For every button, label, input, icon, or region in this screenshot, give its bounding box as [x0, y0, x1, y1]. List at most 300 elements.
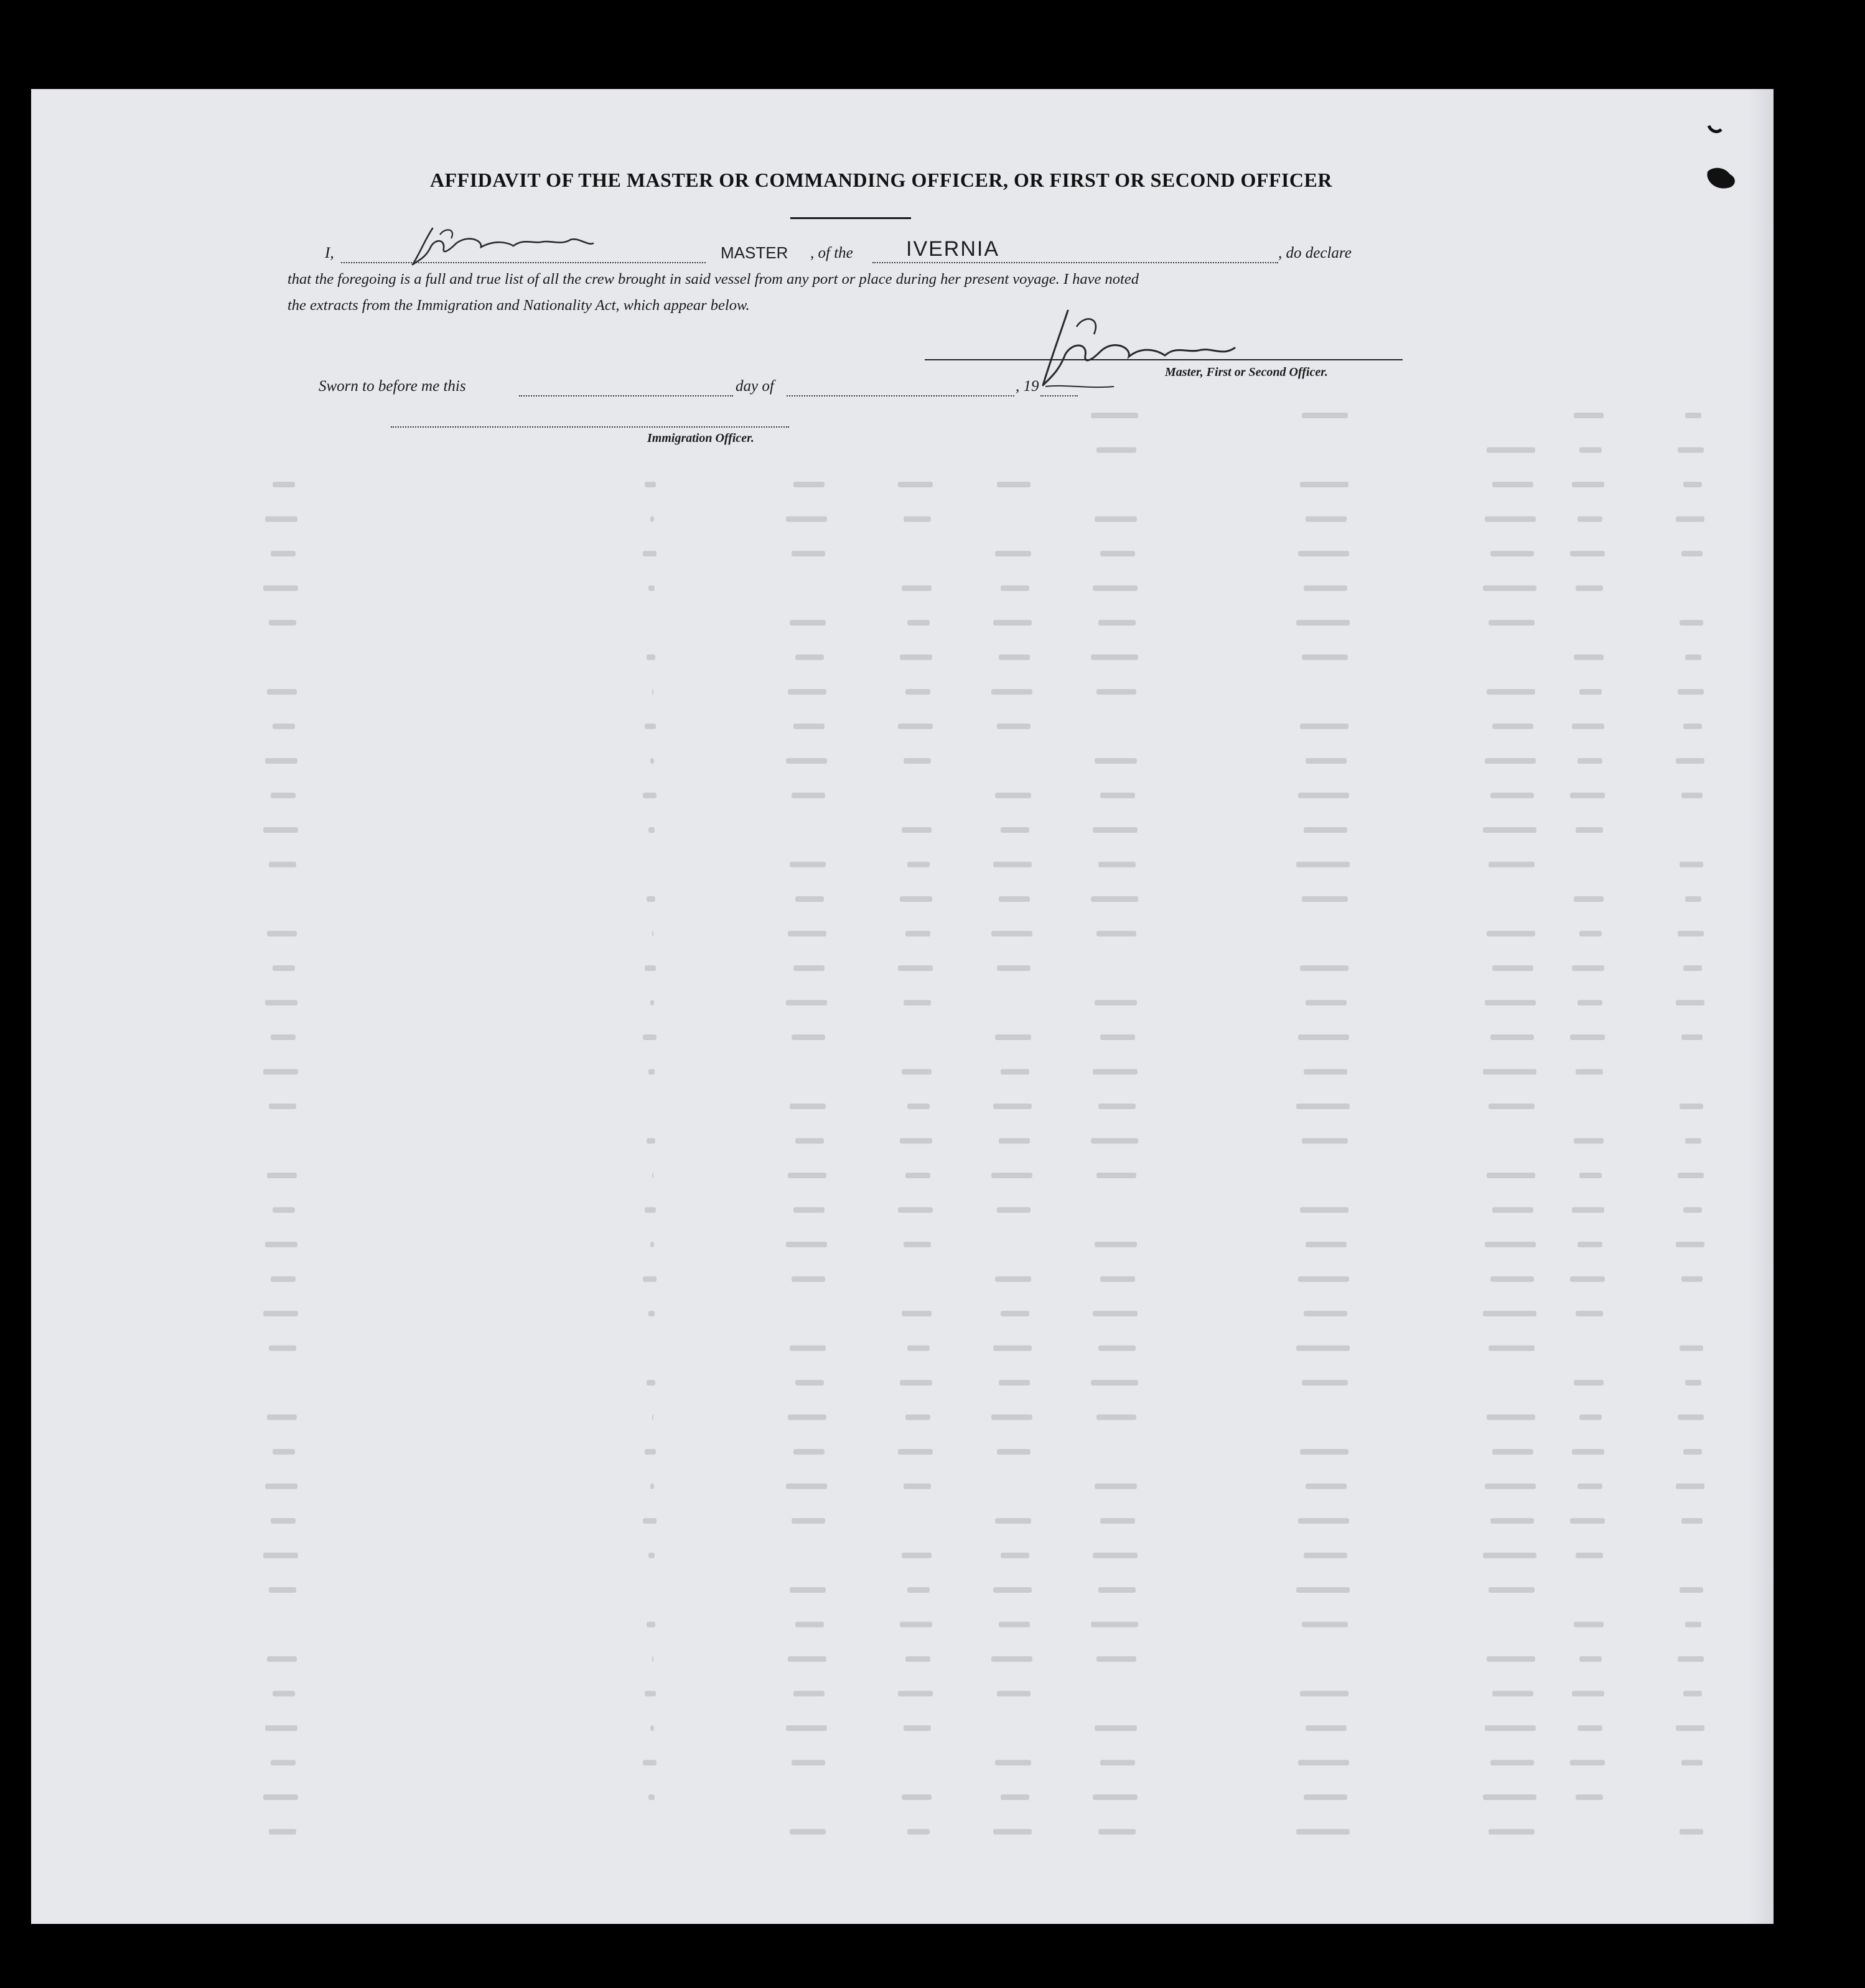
bleed-mark: [1680, 1104, 1703, 1109]
bleed-mark: [265, 758, 297, 764]
bleed-mark: [1678, 448, 1704, 453]
page-edge-shadow: [1749, 89, 1774, 1924]
bleed-mark: [1490, 551, 1534, 556]
bleed-mark: [792, 1277, 825, 1282]
bleed-mark: [263, 1069, 298, 1075]
bleed-mark: [995, 793, 1031, 799]
bleed-mark: [647, 1138, 655, 1144]
bleed-mark: [650, 517, 654, 522]
bleed-mark: [1579, 1656, 1602, 1662]
bleed-mark: [904, 758, 931, 764]
bleed-mark: [1680, 1346, 1703, 1351]
bleed-mark: [995, 1760, 1031, 1766]
bleed-mark: [786, 1484, 827, 1489]
bleed-mark: [1490, 1518, 1534, 1524]
bleed-mark: [1095, 1725, 1137, 1731]
bleed-mark: [1572, 482, 1604, 487]
bleed-mark: [1098, 1346, 1136, 1351]
bleed-mark: [1298, 1518, 1349, 1524]
bleed-mark: [1570, 1518, 1605, 1524]
bleed-mark: [1676, 1242, 1704, 1247]
bleed-mark: [1683, 965, 1702, 971]
bleed-mark: [788, 1415, 826, 1420]
bleed-mark: [1492, 1207, 1533, 1213]
bleed-mark: [795, 1380, 824, 1386]
bleed-mark: [1576, 1069, 1603, 1075]
bleed-mark: [905, 689, 930, 695]
bleed-mark: [1093, 1794, 1138, 1800]
bleed-mark: [269, 1104, 296, 1109]
bleed-mark: [1579, 689, 1602, 695]
bleed-mark: [1306, 758, 1347, 764]
bleed-mark: [643, 1518, 657, 1524]
bleed-mark: [904, 517, 931, 522]
bleed-mark: [1001, 586, 1029, 591]
bleed-mark: [1492, 965, 1533, 971]
bleed-mark: [1683, 724, 1702, 729]
bleed-mark: [993, 1829, 1032, 1835]
bleed-mark: [1570, 551, 1605, 556]
bleed-mark: [1100, 551, 1135, 556]
bleed-mark: [263, 1794, 298, 1800]
bleed-mark: [648, 1553, 655, 1559]
bleed-mark: [793, 724, 825, 729]
bleed-mark: [271, 1760, 296, 1766]
bleed-mark: [1490, 793, 1534, 799]
bleed-mark: [1574, 1138, 1604, 1144]
bleed-mark: [273, 965, 295, 971]
bleed-mark: [795, 1622, 824, 1628]
bleed-mark: [995, 551, 1031, 556]
bleed-mark: [792, 793, 825, 799]
bleed-mark: [1300, 724, 1349, 729]
bleed-mark: [795, 1138, 824, 1144]
bleed-mark: [904, 1484, 931, 1489]
bleed-mark: [1676, 1725, 1704, 1731]
officer-caption: Immigration Officer.: [647, 431, 754, 445]
bleed-mark: [1483, 586, 1536, 591]
bleed-mark: [1095, 1484, 1137, 1489]
bleed-mark: [1091, 1622, 1138, 1628]
bleed-mark: [1304, 1794, 1347, 1800]
bleed-mark: [650, 1725, 654, 1731]
officer-signature-line: [391, 426, 789, 428]
bleed-mark: [793, 1449, 825, 1455]
bleed-mark: [271, 1034, 296, 1040]
bleed-mark: [1298, 1277, 1349, 1282]
bleed-mark: [1683, 1449, 1702, 1455]
bleed-mark: [1098, 620, 1136, 626]
bleed-mark: [1492, 1449, 1533, 1455]
bleed-mark: [898, 1691, 933, 1697]
bleed-mark: [1296, 1104, 1350, 1109]
bleed-mark: [786, 1242, 827, 1247]
bleed-mark: [1485, 758, 1536, 764]
bleed-mark: [993, 1346, 1032, 1351]
bleed-mark: [1095, 517, 1137, 522]
bleed-mark: [267, 689, 297, 695]
bleed-mark: [1676, 1484, 1704, 1489]
bleed-mark: [905, 931, 930, 937]
bleed-mark: [1302, 1138, 1348, 1144]
bleed-mark: [999, 1380, 1030, 1386]
bleed-mark: [1300, 482, 1349, 487]
bleed-mark: [650, 1484, 654, 1489]
bleed-mark: [902, 1794, 932, 1800]
bleed-mark: [1489, 1829, 1535, 1835]
bleed-mark: [905, 1173, 930, 1178]
bleed-mark: [907, 1346, 930, 1351]
bleed-mark: [269, 1587, 296, 1593]
margin-ink-marks: [1703, 122, 1740, 203]
bleed-mark: [1091, 655, 1138, 660]
sworn-day-blank: [519, 395, 733, 396]
bleed-mark: [265, 1000, 297, 1006]
bleed-mark: [900, 1138, 932, 1144]
bleed-mark: [902, 1311, 932, 1316]
bleed-mark: [1001, 1794, 1029, 1800]
bleed-mark: [1578, 1000, 1602, 1006]
bleed-mark: [652, 1173, 653, 1178]
bleed-mark: [643, 1277, 657, 1282]
bleed-mark: [1572, 1691, 1604, 1697]
bleed-mark: [1576, 827, 1603, 833]
bleed-mark: [1298, 1034, 1349, 1040]
sworn-month-blank: [787, 395, 1014, 396]
bleed-mark: [1302, 413, 1348, 418]
bleed-mark: [1570, 1034, 1605, 1040]
bleed-mark: [1001, 1553, 1029, 1559]
bleed-mark: [267, 1173, 297, 1178]
bleed-mark: [1490, 1034, 1534, 1040]
bleed-mark: [902, 827, 932, 833]
bleed-mark: [898, 965, 933, 971]
bleed-mark: [1100, 1518, 1135, 1524]
bleed-mark: [991, 1173, 1032, 1178]
bleed-mark: [1572, 1207, 1604, 1213]
vessel-name-stamp: IVERNIA: [906, 237, 1000, 261]
bleed-mark: [650, 1242, 654, 1247]
bleed-mark: [1681, 1760, 1703, 1766]
bleed-mark: [1296, 620, 1350, 626]
bleed-mark: [1676, 517, 1704, 522]
bleed-mark: [1576, 1311, 1603, 1316]
bleed-mark: [793, 482, 825, 487]
bleed-mark: [643, 551, 657, 556]
bleed-mark: [1095, 1242, 1137, 1247]
bleed-mark: [900, 1622, 932, 1628]
bleed-mark: [265, 1242, 297, 1247]
bleed-mark: [1487, 689, 1535, 695]
bleed-mark: [1579, 1415, 1602, 1420]
bleed-mark: [900, 655, 932, 660]
bleed-mark: [1678, 931, 1704, 937]
bleed-mark: [1302, 1380, 1348, 1386]
bleed-mark: [900, 1380, 932, 1386]
bleed-mark: [273, 724, 295, 729]
bleed-mark: [1304, 586, 1347, 591]
bleed-mark: [997, 965, 1031, 971]
bleed-mark: [1306, 1242, 1347, 1247]
sworn-label: Sworn to before me this: [319, 378, 466, 395]
bleed-mark: [267, 1656, 297, 1662]
bleed-mark: [1678, 1173, 1704, 1178]
bleed-mark: [1296, 1587, 1350, 1593]
bleed-mark: [648, 1069, 655, 1075]
bleed-mark: [1100, 793, 1135, 799]
bleed-mark: [790, 862, 826, 868]
bleed-mark: [648, 1794, 655, 1800]
bleed-through-marks: [31, 89, 1774, 1924]
bleed-mark: [1492, 1691, 1533, 1697]
bleed-mark: [1001, 1069, 1029, 1075]
bleed-mark: [1578, 517, 1602, 522]
bleed-mark: [790, 1587, 826, 1593]
bleed-mark: [645, 1691, 656, 1697]
bleed-mark: [1578, 1725, 1602, 1731]
bleed-mark: [1096, 931, 1136, 937]
bleed-mark: [1096, 448, 1136, 453]
bleed-mark: [271, 1277, 296, 1282]
bleed-mark: [1579, 448, 1602, 453]
declaration-line-3: the extracts from the Immigration and Nationality Act, which appear below.: [287, 297, 750, 314]
bleed-mark: [1001, 827, 1029, 833]
bleed-mark: [1680, 862, 1703, 868]
bleed-mark: [904, 1000, 931, 1006]
bleed-mark: [652, 1415, 653, 1420]
bleed-mark: [643, 1034, 657, 1040]
bleed-mark: [1095, 758, 1137, 764]
bleed-mark: [273, 1207, 295, 1213]
bleed-mark: [647, 896, 655, 902]
bleed-mark: [1681, 1034, 1703, 1040]
bleed-mark: [995, 1277, 1031, 1282]
bleed-mark: [645, 482, 656, 487]
bleed-mark: [263, 1311, 298, 1316]
bleed-mark: [652, 931, 653, 937]
bleed-mark: [648, 1311, 655, 1316]
bleed-mark: [1492, 482, 1533, 487]
bleed-mark: [907, 1829, 930, 1835]
bleed-mark: [792, 1034, 825, 1040]
bleed-mark: [1091, 1138, 1138, 1144]
bleed-mark: [271, 1518, 296, 1524]
vessel-blank-line: [872, 262, 1278, 263]
bleed-mark: [269, 620, 296, 626]
bleed-mark: [1681, 551, 1703, 556]
bleed-mark: [788, 1656, 826, 1662]
bleed-mark: [1570, 793, 1605, 799]
bleed-mark: [1576, 586, 1603, 591]
document-sheet: [31, 89, 1774, 1924]
bleed-mark: [1681, 1518, 1703, 1524]
bleed-mark: [1304, 1311, 1347, 1316]
bleed-mark: [1300, 1691, 1349, 1697]
bleed-mark: [788, 689, 826, 695]
bleed-mark: [1685, 655, 1701, 660]
bleed-mark: [1683, 482, 1702, 487]
bleed-mark: [265, 1484, 297, 1489]
bleed-mark: [265, 1725, 297, 1731]
bleed-mark: [991, 1656, 1032, 1662]
bleed-mark: [904, 1242, 931, 1247]
bleed-mark: [997, 482, 1031, 487]
bleed-mark: [790, 1346, 826, 1351]
bleed-mark: [1485, 1000, 1536, 1006]
bleed-mark: [993, 620, 1032, 626]
bleed-mark: [1489, 620, 1535, 626]
bleed-mark: [792, 1760, 825, 1766]
bleed-mark: [902, 1069, 932, 1075]
bleed-mark: [1098, 862, 1136, 868]
bleed-mark: [645, 1449, 656, 1455]
bleed-mark: [1487, 1173, 1535, 1178]
bleed-mark: [904, 1725, 931, 1731]
bleed-mark: [1093, 1069, 1138, 1075]
bleed-mark: [1485, 517, 1536, 522]
bleed-mark: [647, 655, 655, 660]
bleed-mark: [997, 1207, 1031, 1213]
do-declare-text: , do declare: [1278, 245, 1352, 261]
bleed-mark: [1487, 1415, 1535, 1420]
bleed-mark: [900, 896, 932, 902]
bleed-mark: [1100, 1277, 1135, 1282]
bleed-mark: [1683, 1207, 1702, 1213]
rank-stamp: MASTER: [721, 243, 788, 262]
bleed-mark: [1572, 1449, 1604, 1455]
bleed-mark: [643, 793, 657, 799]
bleed-mark: [1096, 1415, 1136, 1420]
bleed-mark: [993, 1104, 1032, 1109]
bleed-mark: [991, 689, 1032, 695]
bleed-mark: [263, 586, 298, 591]
bleed-mark: [1298, 1760, 1349, 1766]
year-prefix: , 19: [1016, 378, 1039, 395]
bleed-mark: [1098, 1104, 1136, 1109]
bleed-mark: [1096, 1173, 1136, 1178]
bleed-mark: [1095, 1000, 1137, 1006]
sworn-year-blank: [1040, 395, 1078, 396]
bleed-mark: [993, 862, 1032, 868]
bleed-mark: [1483, 1311, 1536, 1316]
bleed-mark: [652, 1656, 653, 1662]
bleed-mark: [1306, 1725, 1347, 1731]
bleed-mark: [1576, 1553, 1603, 1559]
bleed-mark: [267, 931, 297, 937]
bleed-mark: [786, 758, 827, 764]
bleed-mark: [1680, 620, 1703, 626]
bleed-mark: [898, 1207, 933, 1213]
bleed-mark: [1296, 1829, 1350, 1835]
bleed-mark: [1490, 1277, 1534, 1282]
bleed-mark: [795, 655, 824, 660]
bleed-mark: [1681, 1277, 1703, 1282]
bleed-mark: [650, 758, 654, 764]
bleed-mark: [905, 1415, 930, 1420]
bleed-mark: [1300, 965, 1349, 971]
bleed-mark: [1306, 517, 1347, 522]
bleed-mark: [1489, 862, 1535, 868]
bleed-mark: [1681, 793, 1703, 799]
bleed-mark: [1489, 1104, 1535, 1109]
bleed-mark: [1574, 896, 1604, 902]
bleed-mark: [1572, 965, 1604, 971]
bleed-mark: [1306, 1000, 1347, 1006]
of-the-text: , of the: [810, 245, 853, 261]
bleed-mark: [907, 620, 930, 626]
bleed-mark: [792, 551, 825, 556]
bleed-mark: [995, 1034, 1031, 1040]
bleed-mark: [1304, 1553, 1347, 1559]
signature-rule: [925, 359, 1403, 360]
bleed-mark: [263, 1553, 298, 1559]
bleed-mark: [1685, 896, 1701, 902]
bleed-mark: [1578, 1484, 1602, 1489]
bleed-mark: [645, 1207, 656, 1213]
bleed-mark: [907, 1104, 930, 1109]
bleed-mark: [790, 620, 826, 626]
bleed-mark: [1485, 1484, 1536, 1489]
bleed-mark: [263, 827, 298, 833]
bleed-mark: [997, 1449, 1031, 1455]
bleed-mark: [1487, 1656, 1535, 1662]
bleed-mark: [1091, 896, 1138, 902]
bleed-mark: [1001, 1311, 1029, 1316]
bleed-mark: [1300, 1449, 1349, 1455]
bleed-mark: [271, 551, 296, 556]
bleed-mark: [999, 1138, 1030, 1144]
bleed-mark: [643, 1760, 657, 1766]
bleed-mark: [793, 965, 825, 971]
bleed-mark: [1579, 1173, 1602, 1178]
signature-caption: Master, First or Second Officer.: [1165, 365, 1328, 379]
bleed-mark: [1685, 413, 1701, 418]
bleed-mark: [650, 1000, 654, 1006]
bleed-mark: [902, 586, 932, 591]
bleed-mark: [991, 1415, 1032, 1420]
bleed-mark: [786, 517, 827, 522]
bleed-mark: [1304, 1069, 1347, 1075]
bleed-mark: [271, 793, 296, 799]
bleed-mark: [273, 1449, 295, 1455]
bleed-mark: [1093, 586, 1138, 591]
affidavit-title: AFFIDAVIT OF THE MASTER OR COMMANDING OFFICER, OR FIRST OR SECOND OFFICER: [430, 169, 1332, 191]
bleed-mark: [1485, 1242, 1536, 1247]
bleed-mark: [1685, 1138, 1701, 1144]
master-signature-large: [1027, 302, 1251, 395]
bleed-mark: [993, 1587, 1032, 1593]
declaration-prefix: I,: [325, 245, 334, 261]
bleed-mark: [905, 1656, 930, 1662]
master-signature-small: [408, 221, 601, 271]
bleed-mark: [898, 1449, 933, 1455]
bleed-mark: [1489, 1346, 1535, 1351]
bleed-mark: [269, 1346, 296, 1351]
bleed-mark: [793, 1207, 825, 1213]
bleed-mark: [1579, 931, 1602, 937]
bleed-mark: [1100, 1034, 1135, 1040]
bleed-mark: [648, 827, 655, 833]
bleed-mark: [997, 1691, 1031, 1697]
bleed-mark: [907, 1587, 930, 1593]
bleed-mark: [1489, 1587, 1535, 1593]
bleed-mark: [1306, 1484, 1347, 1489]
bleed-mark: [1302, 896, 1348, 902]
bleed-mark: [652, 689, 653, 695]
bleed-mark: [1096, 1656, 1136, 1662]
bleed-mark: [1298, 793, 1349, 799]
bleed-mark: [1492, 724, 1533, 729]
